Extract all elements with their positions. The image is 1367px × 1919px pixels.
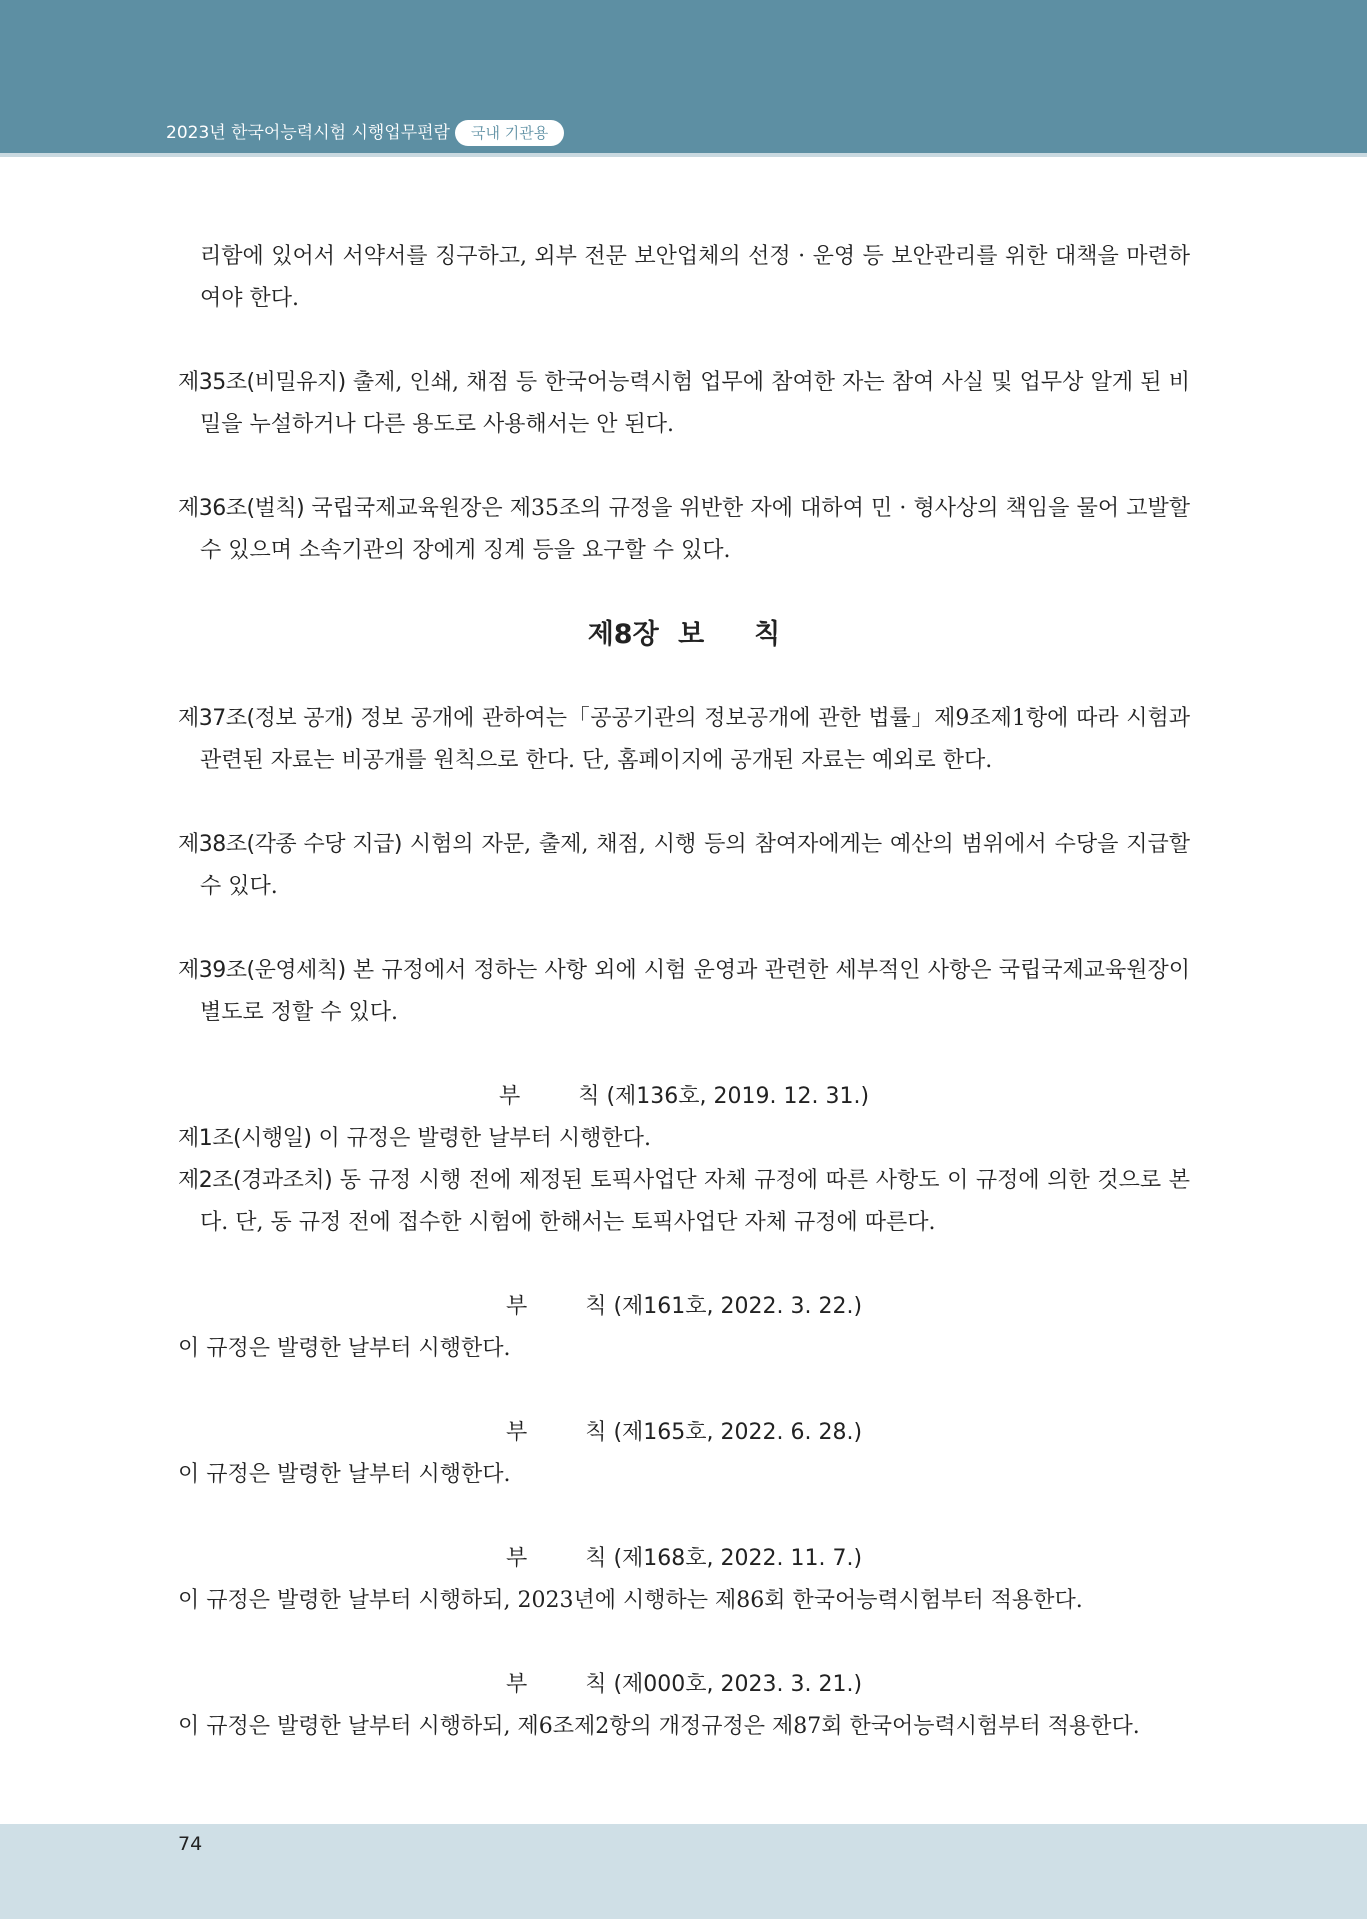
- header-badge: 국내 기관용: [455, 120, 564, 146]
- article-label: 제36조(벌칙): [178, 496, 305, 521]
- article-text: 시험의 자문, 출제, 채점, 시행 등의 참여자에게는 예산의 범위에서 수당을 지급할 수 있다.: [200, 832, 1190, 899]
- addendum-ref: (제161호, 2022. 3. 22.): [613, 1294, 863, 1319]
- addendum-heading: 부 칙 (제000호, 2023. 3. 21.): [505, 1672, 863, 1697]
- article-label: 제2조(경과조치): [178, 1168, 333, 1193]
- addendum-heading: 부 칙 (제168호, 2022. 11. 7.): [505, 1546, 863, 1571]
- intro-paragraph: 리함에 있어서 서약서를 징구하고, 외부 전문 보안업체의 선정 · 운영 등 보안관리를 위한 대책을 마련하여야 한다.: [200, 244, 1190, 311]
- addendum-text: 이 규정은 발령한 날부터 시행하되, 2023년에 시행하는 제86회 한국어능력시험부터 적용한다.: [178, 1588, 1083, 1613]
- chapter-number: 제8장: [587, 619, 659, 650]
- article-text: 이 규정은 발령한 날부터 시행한다.: [318, 1126, 651, 1151]
- addendum-heading: 부 칙 (제136호, 2019. 12. 31.): [498, 1084, 870, 1109]
- header-divider: [0, 153, 1367, 157]
- chapter-title-char-2: 칙: [754, 619, 781, 650]
- article-label: 제1조(시행일): [178, 1126, 312, 1151]
- addendum-ref: (제165호, 2022. 6. 28.): [613, 1420, 863, 1445]
- addendum-ref: (제136호, 2019. 12. 31.): [606, 1084, 870, 1109]
- article-38: [178, 824, 1190, 908]
- addendum-heading: 부 칙 (제161호, 2022. 3. 22.): [505, 1294, 863, 1319]
- article-label: 제37조(정보 공개): [178, 706, 353, 731]
- article-text: 국립국제교육원장은 제35조의 규정을 위반한 자에 대하여 민 · 형사상의 책임을 물어 고발할 수 있으며 소속기관의 장에게 징계 등을 요구할 수 있다.: [200, 496, 1190, 563]
- article-39: [178, 950, 1190, 1034]
- article-label: 제38조(각종 수당 지급): [178, 832, 402, 857]
- addendum-ref: (제168호, 2022. 11. 7.): [613, 1546, 863, 1571]
- addendum-text: 이 규정은 발령한 날부터 시행한다.: [178, 1336, 511, 1361]
- chapter-heading: [178, 614, 1190, 656]
- footer-band: [0, 1824, 1367, 1919]
- article-label: 제35조(비밀유지): [178, 370, 346, 395]
- addendum-text: 이 규정은 발령한 날부터 시행한다.: [178, 1462, 511, 1487]
- addendum-heading: 부 칙 (제165호, 2022. 6. 28.): [505, 1420, 863, 1445]
- article-text: 출제, 인쇄, 채점 등 한국어능력시험 업무에 참여한 자는 참여 사실 및 업무상 알게 된 비밀을 누설하거나 다른 용도로 사용해서는 안 된다.: [200, 370, 1190, 437]
- article-37: [178, 698, 1190, 782]
- addendum-ref: (제000호, 2023. 3. 21.): [613, 1672, 863, 1697]
- article-35: [178, 362, 1190, 446]
- article-text: 정보 공개에 관하여는「공공기관의 정보공개에 관한 법률」제9조제1항에 따라 시험과 관련된 자료는 비공개를 원칙으로 한다. 단, 홈페이지에 공개된 자료는 예외로 한다.: [200, 706, 1190, 773]
- article-text: 동 규정 시행 전에 제정된 토픽사업단 자체 규정에 따른 사항도 이 규정에 의한 것으로 본다. 단, 동 규정 전에 접수한 시험에 한해서는 토픽사업단 자체 규정에 따른다.: [200, 1168, 1190, 1235]
- chapter-title-char-1: 보: [678, 619, 705, 650]
- page-number: 74: [178, 1833, 203, 1855]
- article-36: [178, 488, 1190, 572]
- addendum-article: [178, 1118, 1190, 1160]
- page-body: [178, 236, 1190, 1790]
- addendum-article: [178, 1160, 1190, 1244]
- article-text: 본 규정에서 정하는 사항 외에 시험 운영과 관련한 세부적인 사항은 국립국제교육원장이 별도로 정할 수 있다.: [200, 958, 1190, 1025]
- addendum-text: 이 규정은 발령한 날부터 시행하되, 제6조제2항의 개정규정은 제87회 한국어능력시험부터 적용한다.: [178, 1714, 1140, 1739]
- article-label: 제39조(운영세칙): [178, 958, 346, 983]
- running-header-title: 2023년 한국어능력시험 시행업무편람: [166, 123, 450, 143]
